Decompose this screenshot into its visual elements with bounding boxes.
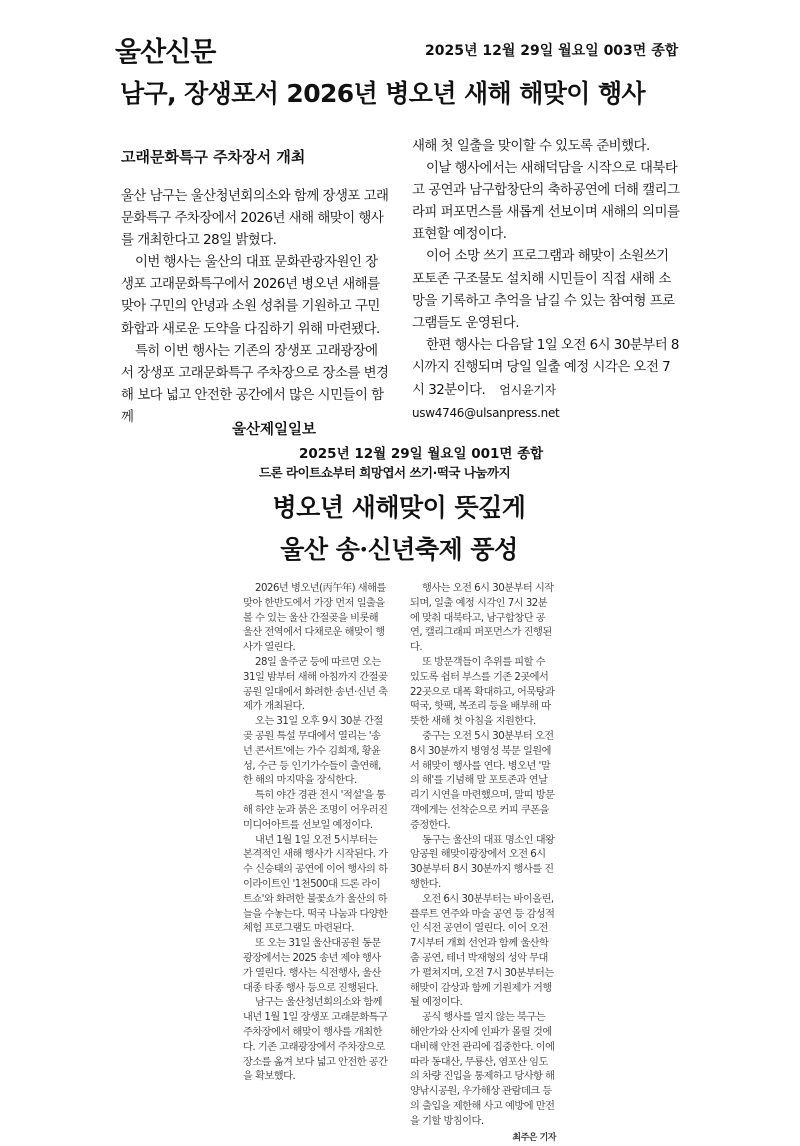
body-paragraph: 이날 행사에서는 새해덕담을 시작으로 대북타고 공연과 남구합창단의 축하공연에 더해 캘리그라피 퍼포먼스를 새롭게 선보이며 새해의 의미를 표현할 예정이다. [412, 161, 680, 243]
body-paragraph: 동구는 울산의 대표 명소인 대왕암공원 해맞이광장에서 오전 6시 30분부터 8시 30분까지 행사를 진행한다. [410, 834, 555, 890]
body-paragraph: 특히 야간 경관 전시 '적설'을 통해 하얀 눈과 붉은 조명이 어우러진 미디어아트를 선보일 예정이다. [243, 790, 388, 831]
body-paragraph: 또 오는 31일 울산대공원 동문광장에서는 2025 송년 제야 행사가 열린다. 행사는 식전행사, 울산대종 타종 행사 등으로 진행된다. [243, 938, 381, 994]
body-paragraph: 특히 이번 행사는 기존의 장생포 고래광장에서 장생포 고래문화특구 주차장으로 장소를 변경해 보다 넓고 안전한 공간에서 많은 시민들이 함께 [121, 343, 389, 425]
body-paragraph: 이번 행사는 울산의 대표 문화관광자원인 장생포 고래문화특구에서 2026년 병오년 새해를 맞아 구민의 안녕과 소원 성취를 기원하고 구민 화합과 새로운 도약을 다짐하기 위해 마련됐다. [121, 255, 380, 337]
body-paragraph-text: 한편 행사는 다음달 1일 오전 6시 30분부터 8시까지 진행되며 당일 일출 예정 시각은 오전 7시 32분이다. [412, 337, 679, 399]
body-paragraph: 오전 6시 30분부터는 바이올린, 플루트 연주와 마술 공연 등 감성적인 식전 공연이 열린다. 이어 오전 7시부터 개회 선언과 함께 울산학춤 공연, 테너 박재형의 성악 무대가 펼쳐지며, 오전 7시 30분부터는 해맞이 감상과 함께 기원제가 거행될 예정이다. [410, 893, 555, 1009]
body-paragraph [412, 335, 682, 425]
newspaper-name: 울산제일일보 [232, 422, 317, 438]
reporter-byline: 최주은 기자 [512, 1133, 556, 1144]
body-paragraph: 울산 남구는 울산청년회의소와 함께 장생포 고래문화특구 주차장에서 2026년 새해 해맞이 행사를 개최한다고 28일 밝혔다. [121, 189, 389, 249]
body-paragraph: 내년 1월 1일 오전 5시부터는 본격적인 새해 행사가 시작된다. 가수 신승태의 공연에 이어 행사의 하이라이트인 '1천500대 드론 라이트쇼'와 화려한 불꽃쇼가 울산의 하늘을 수놓는다. 떡국 나눔과 다양한 체험 프로그램도 마련된다. [243, 834, 388, 935]
body-paragraph: 또 방문객들이 추위를 피할 수 있도록 쉼터 부스를 기존 2곳에서 22곳으로 대폭 확대하고, 어묵탕과 떡국, 핫팩, 복조리 등을 배부해 따뜻한 새해 첫 아침을 지원한다. [410, 656, 555, 728]
article-headline-line-2: 울산 송·신년축제 풍성 [280, 535, 518, 564]
article-headline: 남구, 장생포서 2026년 병오년 새해 해맞이 행사 [120, 79, 646, 108]
article-body-right-column [412, 136, 682, 425]
body-paragraph: 28일 울주군 등에 따르면 오는 31일 밤부터 새해 아침까지 간절곶 공원 일대에서 화려한 송년·신년 축제가 개최된다. [243, 656, 388, 713]
body-paragraph: 새해 첫 일출을 맞이할 수 있도록 준비했다. [412, 139, 650, 154]
article-kicker: 드론 라이트쇼부터 희망엽서 쓰기·떡국 나눔까지 [259, 465, 511, 480]
article-subheadline: 고래문화특구 주차장서 개최 [121, 148, 306, 166]
body-paragraph: 이어 소망 쓰기 프로그램과 해맞이 소원쓰기 포토존 구조물도 설치해 시민들이 직접 새해 소망을 기록하고 추억을 남길 수 있는 참여형 프로그램들도 운영된다. [412, 249, 675, 331]
publication-date: 2025년 12월 29일 월요일 001면 종합 [299, 446, 544, 462]
article-body-right-column [410, 582, 556, 1146]
body-paragraph: 행사는 오전 6시 30분부터 시작되며, 일출 예정 시각인 7시 32분에 맞춰 대북타고, 남구합창단 공연, 캘리그래피 퍼포먼스가 진행된다. [410, 583, 554, 654]
article-headline-line-1: 병오년 새해맞이 뜻깊게 [272, 493, 526, 522]
newspaper-name: 울산신문 [115, 37, 216, 68]
body-paragraph: 2026년 병오년(丙午年) 새해를 맞아 한반도에서 가장 먼저 일출을 볼 수 있는 울산 간절곶을 비롯해 울산 전역에서 다채로운 해맞이 행사가 열린다. [243, 583, 386, 654]
reporter-byline: 엄시윤기자 usw4746@ulsanpress.net [412, 383, 560, 421]
article-body-left-column [243, 582, 389, 1085]
article-body-left-column [121, 186, 389, 429]
body-paragraph: 오는 31일 오후 9시 30분 간절곶 공원 특설 무대에서 열리는 '송년 콘서트'에는 가수 김희재, 황윤성, 수근 등 인기가수들이 출연해, 한 해의 마지막을 장식한다. [243, 716, 383, 787]
publication-date: 2025년 12월 29일 월요일 003면 종합 [425, 43, 679, 59]
body-paragraph: 공식 행사를 열지 않는 북구는 해안가와 산지에 인파가 몰릴 것에 대비해 안전 관리에 집중한다. 이에 따라 동대산, 무룡산, 염포산 임도의 차량 진입을 통제하고 당사항 해양낚시공원, 우가해상 관람데크 등의 출입을 제한해 사고 예방에 만전을 기할 방침이다. [410, 1012, 555, 1127]
body-paragraph: 남구는 울산청년회의소와 함께 내년 1월 1일 장생포 고래문화특구 주차장에서 해맞이 행사를 개최한다. 기존 고래광장에서 주차장으로 장소를 옮겨 보다 넓고 안전한 공간을 확보했다. [243, 997, 388, 1083]
body-paragraph: 중구는 오전 5시 30분부터 오전 8시 30분까지 병영성 북문 일원에서 해맞이 행사를 연다. 병오년 '말의 해'를 기념해 말 포토존과 연날리기 시연을 마련했으며, 말띠 방문객에게는 선착순으로 커피 쿠폰을 증정한다. [410, 730, 555, 831]
